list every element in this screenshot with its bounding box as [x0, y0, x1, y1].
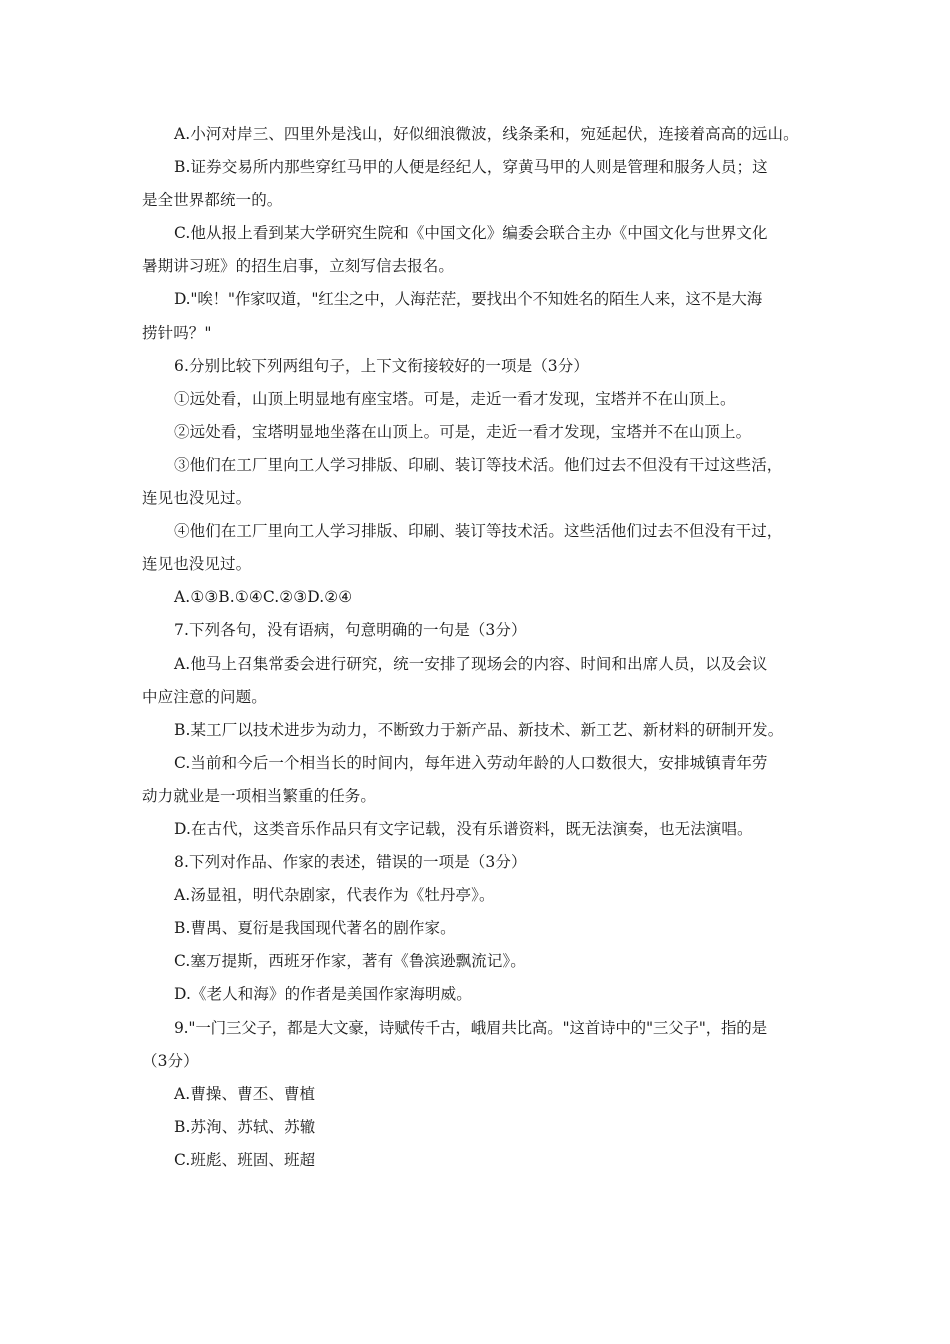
option-7a: A.他马上召集常委会进行研究，统一安排了现场会的内容、时间和出席人员，以及会议	[174, 654, 768, 673]
option-8c: C.塞万提斯，西班牙作家，著有《鲁滨逊飘流记》。	[174, 952, 526, 971]
sentence-6-4-continued: 连见也没见过。	[142, 555, 252, 574]
option-7c-continued: 动力就业是一项相当繁重的任务。	[142, 786, 377, 805]
sentence-6-3-continued: 连见也没见过。	[142, 489, 252, 508]
option-9c: C.班彪、班固、班超	[174, 1150, 316, 1169]
option-9a: A.曹操、曹丕、曹植	[174, 1084, 316, 1103]
question-9-continued: （3分）	[142, 1051, 199, 1070]
option-7a-continued: 中应注意的问题。	[142, 687, 267, 706]
option-8d: D.《老人和海》的作者是美国作家海明威。	[174, 985, 472, 1004]
option-5d-continued: 捞针吗？"	[142, 323, 212, 342]
options-6: A.①③B.①④C.②③D.②④	[174, 588, 353, 607]
document-text	[142, 118, 812, 1177]
option-7d: D.在古代，这类音乐作品只有文字记载，没有乐谱资料，既无法演奏，也无法演唱。	[174, 819, 753, 838]
option-5b: B.证券交易所内那些穿红马甲的人便是经纪人，穿黄马甲的人则是管理和服务人员；这	[174, 158, 768, 177]
option-9b: B.苏洵、苏轼、苏辙	[174, 1117, 316, 1136]
option-5b-continued: 是全世界都统一的。	[142, 191, 283, 210]
option-5a: A.小河对岸三、四里外是浅山，好似细浪微波，线条柔和，宛延起伏，连接着高高的远山。	[174, 125, 799, 143]
option-5c: C.他从报上看到某大学研究生院和《中国文化》编委会联合主办《中国文化与世界文化	[174, 224, 768, 243]
option-8b: B.曹禺、夏衍是我国现代著名的剧作家。	[174, 919, 456, 938]
sentence-6-4: ④他们在工厂里向工人学习排版、印刷、装订等技术活。这些活他们过去不但没有干过，	[174, 522, 783, 541]
question-8: 8.下列对作品、作家的表述，错误的一项是（3分）	[174, 853, 527, 872]
sentence-6-2: ②远处看，宝塔明显地坐落在山顶上。可是，走近一看才发现，宝塔并不在山顶上。	[174, 422, 752, 441]
option-7b: B.某工厂以技术进步为动力，不断致力于新产品、新技术、新工艺、新材料的研制开发。	[174, 720, 784, 739]
option-7c: C.当前和今后一个相当长的时间内，每年进入劳动年龄的人口数很大，安排城镇青年劳	[174, 753, 768, 772]
sentence-6-3: ③他们在工厂里向工人学习排版、印刷、装订等技术活。他们过去不但没有干过这些活，	[174, 455, 783, 474]
sentence-6-1: ①远处看，山顶上明显地有座宝塔。可是，走近一看才发现，宝塔并不在山顶上。	[174, 389, 736, 408]
option-5c-continued: 暑期讲习班》的招生启事，立刻写信去报名。	[142, 257, 455, 276]
question-6: 6.分别比较下列两组句子，上下文衔接较好的一项是（3分）	[174, 356, 589, 375]
question-9: 9."一门三父子，都是大文豪，诗赋传千古，峨眉共比高。"这首诗中的"三父子"，指的是	[174, 1018, 767, 1037]
option-8a: A.汤显祖，明代杂剧家，代表作为《牡丹亭》。	[174, 886, 495, 905]
question-7: 7.下列各句，没有语病，句意明确的一句是（3分）	[174, 621, 527, 640]
option-5d: D."唉！"作家叹道，"红尘之中，人海茫茫，要找出个不知姓名的陌生人来，这不是大海	[174, 290, 762, 309]
